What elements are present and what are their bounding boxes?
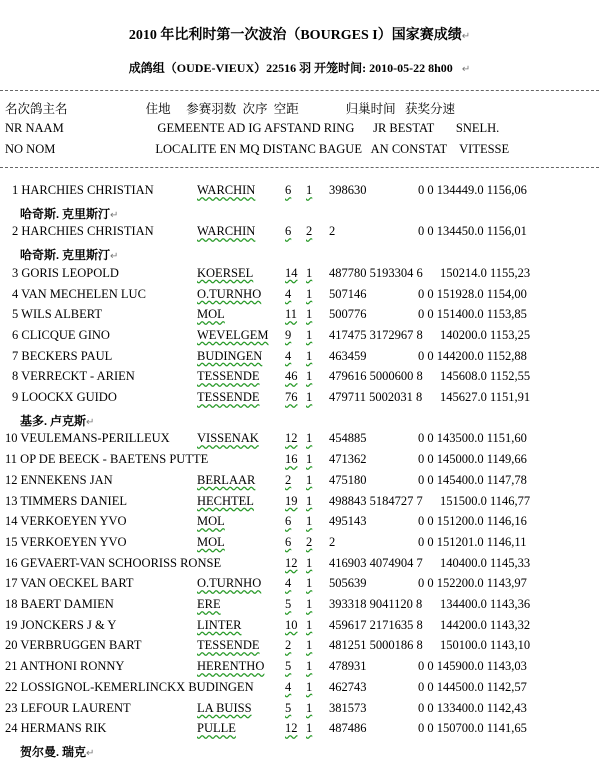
document-title [0,24,599,44]
cell-result: 144200.0 1143,32 [440,617,531,632]
cell-name: 9 LOOCKX GUIDO [12,390,117,404]
subtitle-text: 成鸽组（OUDE-VIEUX）22516 羽 开笼时间: 2010-05-22 8h00 [128,61,453,75]
cell-nums: 381573 [329,700,367,715]
result-row [0,349,599,369]
cell-nums: 487780 5193304 6 [329,265,423,280]
header-line-french: NO NOM LOCALITE EN MQ DISTANC BAGUE AN CONSTAT VITESSE [5,142,510,156]
cell-result: 0 0 144200.0 1152,88 [418,348,527,363]
cell-result: 0 0 152200.0 1143,97 [418,576,527,591]
cell-name: 17 VAN OECKEL BART [5,576,134,591]
paragraph-mark-icon: ↵ [86,747,95,759]
cell-c2: 1 [306,679,313,694]
chinese-name: 基多. 卢克斯↵ [20,413,95,428]
cell-name: 2 HARCHIES CHRISTIAN [12,224,154,239]
cell-result: 0 0 134450.0 1156,01 [418,224,527,239]
result-row [0,597,599,617]
result-row [0,680,599,700]
cell-name: 4 VAN MECHELEN LUC [12,286,146,301]
cell-nums: 454885 [329,431,367,446]
cell-place: O.TURNHO [197,286,262,301]
divider-top [0,90,599,91]
cell-c2: 1 [306,597,313,611]
cell-nums: 495143 [329,514,367,529]
result-row [0,287,599,307]
cell-c2: 2 [306,534,313,549]
cell-c1: 2 [285,472,292,487]
cell-c2: 1 [306,721,313,736]
cell-c2: 1 [306,514,313,529]
result-row [0,431,599,451]
cell-name: 13 TIMMERS DANIEL [5,493,127,508]
result-row [0,535,599,555]
cell-name: 20 VERBRUGGEN BART [5,638,142,653]
cell-name: 5 WILS ALBERT [12,307,102,322]
cell-nums: 500776 [329,307,367,322]
result-row [0,576,599,596]
cell-c1: 11 [285,307,298,322]
cell-nums: 505639 [329,576,367,591]
cell-nums: 479616 5000600 8 [329,369,423,384]
cell-c1: 5 [285,597,292,611]
cell-c2: 1 [306,183,313,197]
cell-nums: 393318 9041120 8 [329,597,423,611]
cell-c2: 1 [306,472,313,487]
cell-nums: 417475 3172967 8 [329,327,423,342]
cell-nums: 498843 5184727 7 [329,493,423,508]
cell-name: 7 BECKERS PAUL [12,348,113,363]
cell-c1: 4 [285,348,292,363]
cell-nums: 478931 [329,659,367,674]
cell-place: WARCHIN [197,183,256,197]
cell-result: 151500.0 1146,77 [440,493,531,508]
cell-name: 3 GORIS LEOPOLD [12,265,119,280]
result-row [0,701,599,721]
cell-nums: 479711 5002031 8 [329,390,423,404]
cell-place: LA BUISS [197,700,252,715]
cell-name: 22 LOSSIGNOL-KEMERLINCKX BUDINGEN [5,679,254,694]
cell-c2: 1 [306,659,313,674]
cell-place: PULLE [197,721,236,736]
cell-name: 16 GEVAERT-VAN SCHOORISS RONSE [5,555,222,570]
paragraph-mark-icon: ↵ [110,251,119,263]
cell-c1: 6 [285,183,292,197]
header-line-chinese: 名次鸽主名 住地 参赛羽数 次序 空距 归巢时间 获奖分速 [5,102,456,116]
paragraph-mark-icon: ↵ [461,64,471,75]
cell-nums: 487486 [329,721,367,736]
cell-c1: 4 [285,576,292,591]
cell-c1: 16 [285,452,298,467]
cell-result: 0 0 145000.0 1149,66 [418,452,527,467]
cell-result: 0 0 134449.0 1156,06 [418,183,527,197]
cell-name: 10 VEULEMANS-PERILLEUX [5,431,170,446]
result-row [0,390,599,410]
chinese-name: 贺尔曼. 瑞克↵ [20,744,95,759]
cell-place: MOL [197,534,225,549]
cell-c2: 1 [306,327,313,342]
cell-place: BUDINGEN [197,348,263,363]
cell-name: 11 OP DE BEECK - BAETENS PUTTE [5,452,209,467]
cell-c2: 1 [306,493,313,508]
cell-c1: 76 [285,390,298,404]
cell-result: 145608.0 1152,55 [440,369,531,384]
cell-result: 0 0 143500.0 1151,60 [418,431,527,446]
cell-c2: 1 [306,617,313,632]
result-row [0,618,599,638]
result-row [0,183,599,203]
cell-name: 8 VERRECKT - ARIEN [12,369,135,384]
cell-place: VISSENAK [197,431,259,446]
result-row [0,556,599,576]
cell-place: ERE [197,597,221,611]
cell-c1: 14 [285,265,298,280]
cell-result: 150100.0 1143,10 [440,638,531,653]
cell-c1: 9 [285,327,292,342]
cell-result: 134400.0 1143,36 [440,597,531,611]
title-text: 2010 年比利时第一次波治（BOURGES I）国家赛成绩 [128,28,462,43]
cell-result: 145627.0 1151,91 [440,390,531,404]
cell-result: 0 0 144500.0 1142,57 [418,679,527,694]
cell-result: 150214.0 1155,23 [440,265,531,280]
result-row [0,328,599,348]
cell-nums: 2 [329,534,336,549]
result-row [0,721,599,741]
cell-c2: 1 [306,638,313,653]
cell-result: 0 0 151928.0 1154,00 [418,286,527,301]
cell-c1: 4 [285,679,292,694]
cell-nums: 481251 5000186 8 [329,638,423,653]
cell-c1: 46 [285,369,298,384]
divider-bottom [0,167,599,168]
cell-nums: 471362 [329,452,367,467]
cell-name: 23 LEFOUR LAURENT [5,700,131,715]
cell-place: TESSENDE [197,638,260,653]
cell-result: 0 0 151201.0 1146,11 [418,534,527,549]
cell-result: 0 0 151200.0 1146,16 [418,514,527,529]
cell-name: 12 ENNEKENS JAN [5,472,113,487]
cell-c2: 2 [306,224,313,239]
chinese-name: 哈奇斯. 克里斯汀↵ [20,206,119,221]
cell-place: TESSENDE [197,369,260,384]
header-line-dutch: NR NAAM GEMEENTE AD IG AFSTAND RING JR BESTAT SNELH. [5,121,500,135]
cell-c2: 1 [306,390,313,404]
cell-c1: 6 [285,224,292,239]
cell-nums: 2 [329,224,336,239]
cell-c1: 5 [285,659,292,674]
cell-place: HECHTEL [197,493,254,508]
result-row [0,494,599,514]
cell-place: HERENTHO [197,659,265,674]
cell-result: 0 0 133400.0 1142,43 [418,700,527,715]
cell-c2: 1 [306,265,313,280]
cell-name: 21 ANTHONI RONNY [5,659,125,674]
cell-c1: 4 [285,286,292,301]
cell-c1: 5 [285,700,292,715]
cell-nums: 463459 [329,348,367,363]
cell-c1: 6 [285,514,292,529]
result-row [0,638,599,658]
cell-name: 18 BAERT DAMIEN [5,597,114,611]
cell-nums: 462743 [329,679,367,694]
cell-c2: 1 [306,307,313,322]
paragraph-mark-icon: ↵ [110,209,119,221]
cell-result: 0 0 151400.0 1153,85 [418,307,527,322]
cell-c1: 6 [285,534,292,549]
cell-place: BERLAAR [197,472,256,487]
cell-c2: 1 [306,431,313,446]
paragraph-mark-icon: ↵ [461,31,471,42]
cell-c2: 1 [306,348,313,363]
cell-c1: 12 [285,431,298,446]
document-subtitle [0,59,599,76]
result-row [0,307,599,327]
result-row [0,452,599,472]
cell-result: 140200.0 1153,25 [440,327,531,342]
result-row [0,224,599,244]
cell-place: LINTER [197,617,242,632]
cell-nums: 459617 2171635 8 [329,617,423,632]
cell-c2: 1 [306,700,313,715]
cell-c1: 10 [285,617,298,632]
result-row [0,659,599,679]
cell-nums: 398630 [329,183,367,197]
cell-place: MOL [197,307,225,322]
cell-place: TESSENDE [197,390,260,404]
result-row [0,514,599,534]
cell-nums: 475180 [329,472,367,487]
cell-c1: 12 [285,555,298,570]
cell-c1: 2 [285,638,292,653]
cell-place: MOL [197,514,225,529]
cell-place: WARCHIN [197,224,256,239]
cell-place: KOERSEL [197,265,254,280]
cell-name: 15 VERKOEYEN YVO [5,534,127,549]
cell-c1: 19 [285,493,298,508]
cell-place: WEVELGEM [197,327,269,342]
cell-name: 1 HARCHIES CHRISTIAN [12,183,154,197]
cell-name: 24 HERMANS RIK [5,721,107,736]
cell-result: 0 0 145400.0 1147,78 [418,472,527,487]
result-row [0,473,599,493]
paragraph-mark-icon: ↵ [86,416,95,428]
result-row [0,266,599,286]
cell-name: 6 CLICQUE GINO [12,327,110,342]
cell-nums: 507146 [329,286,367,301]
cell-place: O.TURNHO [197,576,262,591]
cell-c2: 1 [306,576,313,591]
cell-result: 0 0 150700.0 1141,65 [418,721,527,736]
cell-result: 0 0 145900.0 1143,03 [418,659,527,674]
chinese-name: 哈奇斯. 克里斯汀↵ [20,248,119,263]
cell-c1: 12 [285,721,298,736]
cell-c2: 1 [306,555,313,570]
cell-name: 14 VERKOEYEN YVO [5,514,127,529]
cell-result: 140400.0 1145,33 [440,555,531,570]
cell-c2: 1 [306,369,313,384]
cell-nums: 416903 4074904 7 [329,555,423,570]
result-row [0,369,599,389]
cell-c2: 1 [306,286,313,301]
cell-c2: 1 [306,452,313,467]
cell-name: 19 JONCKERS J & Y [5,617,117,632]
